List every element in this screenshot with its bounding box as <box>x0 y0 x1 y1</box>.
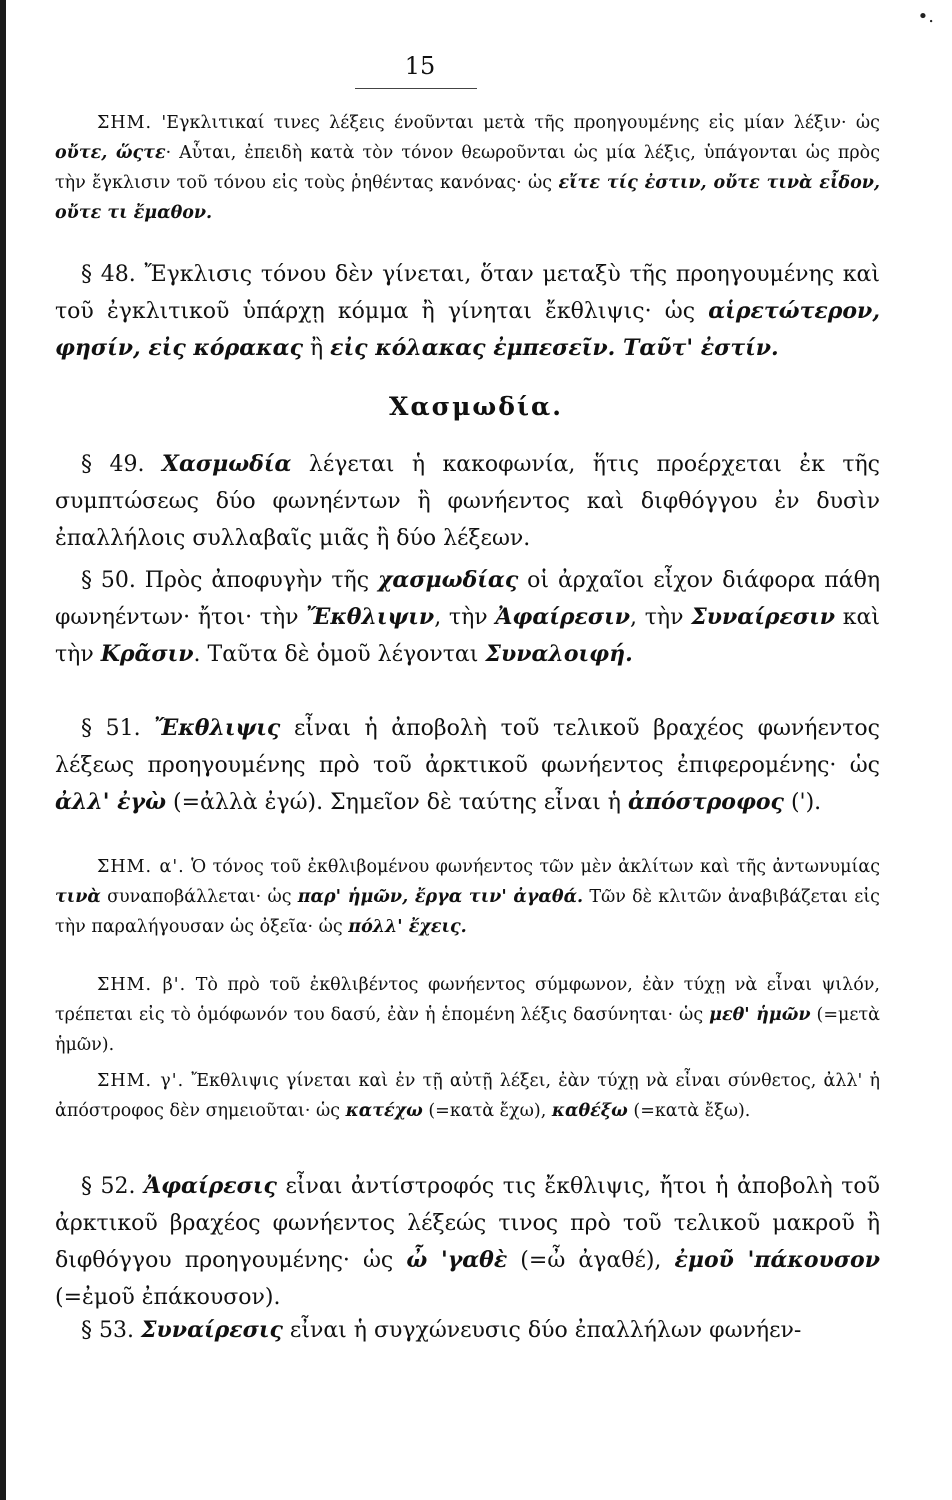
paragraph-49: § 49. Χασμωδία λέγεται ἡ κακοφωνία, ἥτις προέρχεται ἐκ τῆς συμπτώσεως δύο φωνηέντων ἢ φωνήεντος καὶ διφθόγγου ἐν δυσὶν ἐπαλλήλοις συλλαβαῖς μιᾶς ἢ δύο λέξεων. <box>55 451 880 551</box>
note-gamma: ΣΗΜ. γ'. Ἔκθλιψις γίνεται καὶ ἐν τῇ αὐτῇ λέξει, ἐὰν τύχῃ νὰ εἶναι σύνθετος, ἀλλ' ἡ ἀπόστροφος δὲν σημειοῦται· ὡς κατέχω (=κατὰ ἔχω), καθέξω (=κατὰ ἔξω). <box>55 1071 880 1121</box>
page-number: 15 <box>404 52 436 80</box>
paragraph-48: § 48. Ἔγκλισις τόνου δὲν γίνεται, ὅταν μεταξὺ τῆς προηγουμένης καὶ τοῦ ἐγκλιτικοῦ ὑπάρχῃ κόμμα ἢ γίνηται ἔκθλιψις· ὡς αἱρετώτερον, φησίν, εἰς κόρακας ἢ εἰς κόλακας ἐμπεσεῖν. Ταῦτ' ἐστίν. <box>55 262 880 361</box>
section-number: § 52. <box>81 1174 136 1199</box>
section-number: § 48. <box>81 262 136 287</box>
section-heading: Χασμωδία. <box>389 392 563 421</box>
section-number: § 51. <box>81 716 141 741</box>
paragraph-53: § 53. Συναίρεσις εἶναι ἡ συγχώνευσις δύο ἐπαλλήλων φωνήεν- <box>81 1317 802 1343</box>
section-number: § 49. <box>81 452 145 477</box>
corner-mark: •. <box>917 6 934 27</box>
header-rule <box>355 88 477 89</box>
paragraph-50: § 50. Πρὸς ἀποφυγὴν τῆς χασμωδίας οἱ ἀρχαῖοι εἶχον διάφορα πάθη φωνηέντων· ἤτοι· τὴν Ἔκθλιψιν, τὴν Ἀφαίρεσιν, τὴν Συναίρεσιν καὶ τὴν Κρᾶσιν. Ταῦτα δὲ ὁμοῦ λέγονται Συναλοιφή. <box>55 567 881 667</box>
note-beta: ΣΗΜ. β'. Τὸ πρὸ τοῦ ἐκθλιβέντος φωνήεντος σύμφωνον, ἐὰν τύχῃ νὰ εἶναι ψιλόν, τρέπεται εἰς τὸ ὁμόφωνόν του δασύ, ἐὰν ἡ ἑπομένη λέξις δασύνηται· ὡς μεθ' ἡμῶν (=μετὰ ἡμῶν). <box>55 975 880 1055</box>
section-number: § 50. <box>81 568 136 593</box>
note-alpha: ΣΗΜ. α'. Ὁ τόνος τοῦ ἐκθλιβομένου φωνήεντος τῶν μὲν ἀκλίτων καὶ τῆς ἀντωνυμίας τινὰ συναποβάλλεται· ὡς παρ' ἡμῶν, ἔργα τιν' ἀγαθά. Τῶν δὲ κλιτῶν ἀναβιβάζεται εἰς τὴν παραλήγουσαν ὡς ὀξεῖα· ὡς πόλλ' ἔχεις. <box>55 857 880 937</box>
section-number: § 53. <box>81 1318 134 1343</box>
paragraph-52: § 52. Ἀφαίρεσις εἶναι ἀντίστροφός τις ἔκθλιψις, ἤτοι ἡ ἀποβολὴ τοῦ ἀρκτικοῦ βραχέος φωνήεντος λέξεώς τινος πρὸ τοῦ τελικοῦ μακροῦ ἢ διφθόγγου προηγουμένης· ὡς ὦ 'γαθὲ (=ὦ ἀγαθέ), ἐμοῦ 'πάκουσον (=ἐμοῦ ἐπάκουσον). <box>55 1173 880 1310</box>
paragraph-51: § 51. Ἔκθλιψις εἶναι ἡ ἀποβολὴ τοῦ τελικοῦ βραχέος φωνήεντος λέξεως προηγουμένης πρὸ τοῦ ἀρκτικοῦ φωνήεντος ἐπιφερομένης· ὡς ἀλλ' ἐγὼ (=ἀλλὰ ἐγώ). Σημεῖον δὲ ταύτης εἶναι ἡ ἀπόστροφος ('). <box>55 715 880 815</box>
note-enclitic-words: ΣΗΜ. 'Εγκλιτικαί τινες λέξεις ένοῦνται μετὰ τῆς προηγουμένης εἰς μίαν λέξιν· ὡς οὔτε, ὥςτε· Αὗται, ἐπειδὴ κατὰ τὸν τόνον θεωροῦνται ὡς μία λέξις, ὑπάγονται ὡς πρὸς τὴν ἔγκλισιν τοῦ τόνου εἰς τοὺς ῥηθέντας κανόνας· ὡς εἴτε τίς ἐστιν, οὔτε τινὰ εἶδον, οὔτε τι ἔμαθον. <box>55 113 880 223</box>
page-edge-shadow <box>0 0 6 1500</box>
